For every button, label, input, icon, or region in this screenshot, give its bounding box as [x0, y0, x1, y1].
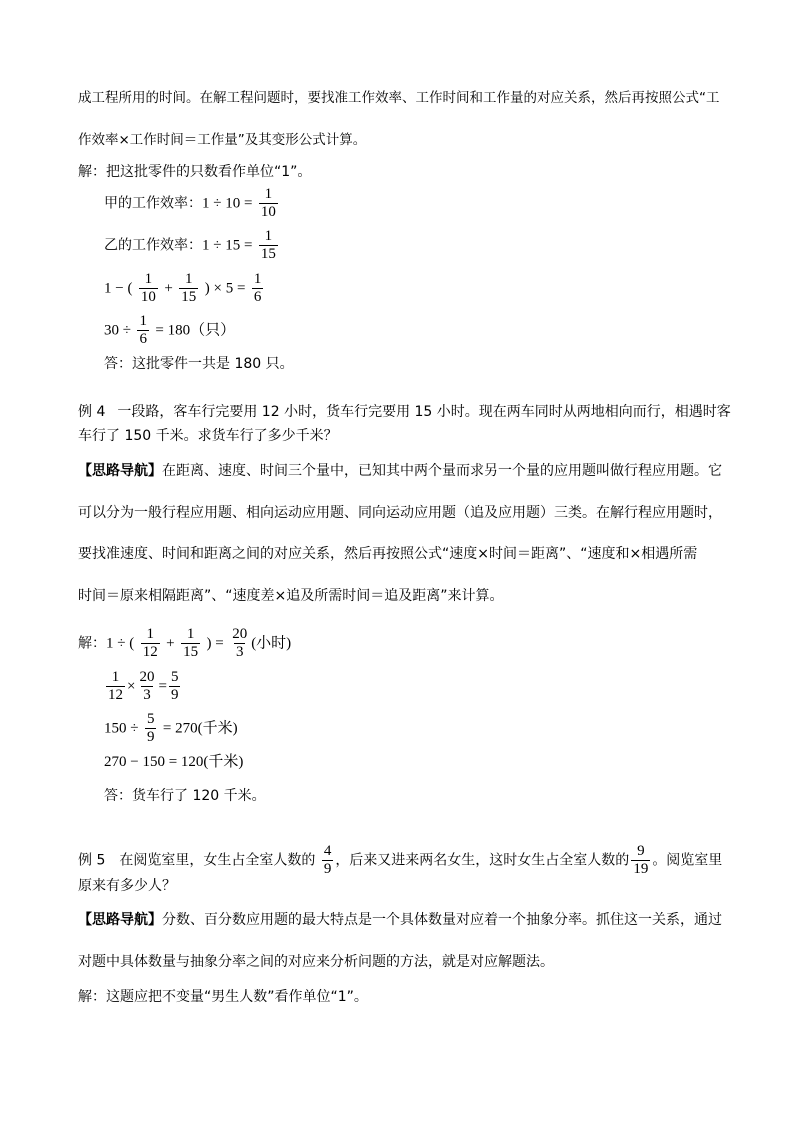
- ex4-equation-3: 150 ÷ $\frac{5}{9}$ = 270(千米): [104, 711, 238, 745]
- eq2-result-fraction: $\frac{5}{9}$: [170, 669, 179, 703]
- ex4-guide-line-2: 可以分为一般行程应用题、相向运动应用题、同向运动应用题（追及应用题）三类。在解行程应用题时，: [78, 505, 722, 521]
- ex3-eff-b: [104, 228, 280, 263]
- eq1-fraction-2: $\frac{1}{15}$: [183, 626, 199, 660]
- ex3-solution-intro: [78, 162, 311, 182]
- ex4-equation-4: 270 − 150 = 120(千米): [104, 754, 244, 770]
- guide-tag: 【思路导航】: [78, 912, 162, 928]
- ex4-guide-line-1: 【思路导航】在距离、速度、时间三个量中，已知其中两个量而求另一个量的应用题叫做行程应用题。它: [78, 463, 722, 479]
- eq2-fraction-1: $\frac{1}{12}$: [108, 669, 123, 703]
- eq4-fraction: $\frac{1}{6}$: [139, 313, 147, 347]
- eff-a-expr: 1 ÷ 10 =: [202, 195, 253, 212]
- eff-a-fraction: $\frac{1}{10}$: [260, 186, 276, 220]
- solution-label: 解：: [78, 635, 106, 652]
- ex5-guide-line-1: 【思路导航】分数、百分数应用题的最大特点是一个具体数量对应着一个抽象分率。抓住这一关系，通过: [78, 912, 722, 928]
- ex5-question-line-1: 例 5 在阅览室里，女生占全室人数的 $\frac{4}{9}$ ，后来又进来两名女生，这时女生占全室人数的 $\frac{9}{19}$ 。阅览室里: [78, 843, 723, 877]
- ex5-label: 例 5: [78, 852, 106, 869]
- ex4-guide-line-4: 时间＝原来相隔距离”、“速度差×追及所需时间＝追及距离”来计算。: [78, 588, 504, 604]
- eq1-result-fraction: $\frac{20}{3}$: [232, 626, 248, 660]
- ex3-eff-a: [104, 186, 280, 221]
- eff-b-label: 乙的工作效率：: [104, 237, 202, 254]
- eff-a-label: 甲的工作效率：: [104, 195, 202, 212]
- eq3-fraction: $\frac{5}{9}$: [146, 711, 155, 745]
- ex5-guide-line-2: 对题中具体数量与抽象分率之间的对应来分析问题的方法，就是对应解题法。: [78, 954, 554, 970]
- solution-text: 把这批零件的只数看作单位“1”。: [106, 164, 312, 180]
- eq2-fraction-2: $\frac{20}{3}$: [139, 669, 155, 703]
- solution-label: 解：: [78, 164, 106, 180]
- eq3-fraction-1: $\frac{1}{10}$: [140, 271, 156, 305]
- eff-b-expr: 1 ÷ 15 =: [202, 237, 253, 254]
- ex4-label: 例 4: [78, 404, 106, 420]
- ex4-equation-2: $\frac{1}{12}$ × $\frac{20}{3}$ = $\frac{5}{9}$: [108, 669, 179, 703]
- ex5-solution: 解：这题应把不变量“男生人数”看作单位“1”。: [78, 989, 368, 1005]
- eff-b-fraction: $\frac{1}{15}$: [260, 228, 276, 262]
- eq3-result-fraction: $\frac{1}{6}$: [253, 271, 262, 305]
- intro-line-2: 作效率×工作时间＝工作量”及其变形公式计算。: [78, 132, 367, 148]
- ex4-question-line-2: 车行了 150 千米。求货车行了多少千米？: [78, 428, 338, 444]
- ex3-answer: 答：这批零件一共是 180 只。: [104, 356, 294, 372]
- ex5-fraction-1: $\frac{4}{9}$: [323, 843, 332, 877]
- ex5-question-line-2: 原来有多少人？: [78, 878, 176, 894]
- intro-line-1: 成工程所用的时间。在解工程问题时，要找准工作效率、工作时间和工作量的对应关系，然后再按照公式“工: [78, 90, 720, 106]
- ex4-answer: 答：货车行了 120 千米。: [104, 788, 266, 804]
- ex4-equation-1: 解：1 ÷ ( $\frac{1}{12}$ + $\frac{1}{15}$ ) = $\frac{20}{3}$ (小时): [78, 626, 292, 660]
- ex4-guide-line-3: 要找准速度、时间和距离之间的对应关系，然后再按照公式“速度×时间＝距离”、“速度和×相遇所需: [78, 546, 698, 562]
- ex4-question-line-1: 例 4 一段路，客车行完要用 12 小时，货车行完要用 15 小时。现在两车同时从两地相向而行，相遇时客: [78, 404, 731, 420]
- eq1-fraction-1: $\frac{1}{12}$: [142, 626, 158, 660]
- ex5-fraction-2: $\frac{9}{19}$: [633, 843, 649, 877]
- guide-tag: 【思路导航】: [78, 463, 162, 479]
- ex3-equation-3: 1 − ( $\frac{1}{10}$ + $\frac{1}{15}$ ) × 5 = $\frac{1}{6}$: [104, 271, 262, 305]
- ex3-equation-4: 30 ÷ $\frac{1}{6}$ = 180（只）: [104, 313, 236, 347]
- eq3-fraction-2: $\frac{1}{15}$: [181, 271, 197, 305]
